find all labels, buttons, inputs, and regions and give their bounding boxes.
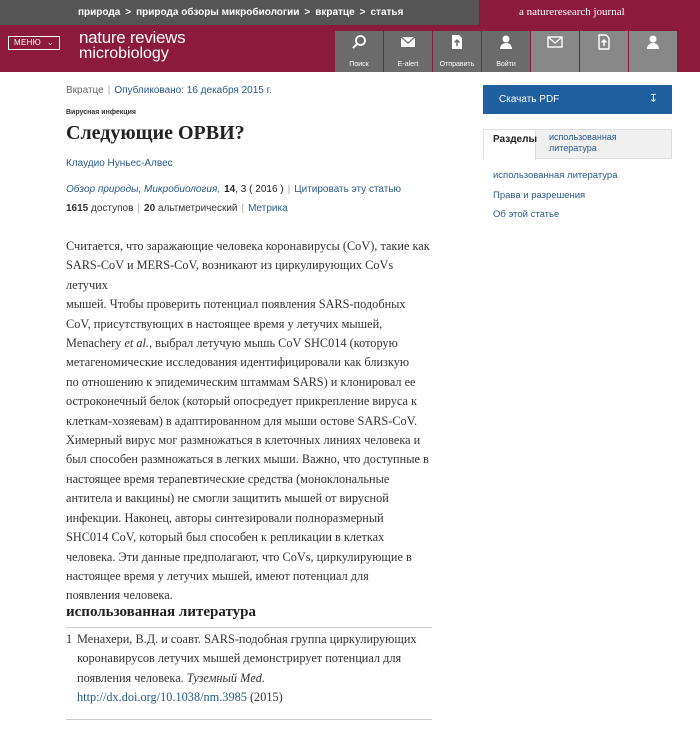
divider: | [137, 203, 141, 214]
breadcrumb-item-article: статья [370, 7, 404, 18]
search-icon [335, 31, 383, 55]
breadcrumb [78, 0, 403, 25]
article-section: Вкратце [66, 85, 104, 96]
logo-line2: microbiology [79, 45, 169, 62]
divider: | [241, 203, 245, 214]
envelope-icon [384, 31, 432, 55]
abstract-line: клеткам-хозяевам) в адаптированном для мыши остове SARS-CoV. [66, 413, 418, 428]
reference-journal: Туземный Med. [186, 670, 266, 685]
issue: , 3 ( 2016 ) [235, 184, 284, 195]
article-metrics [66, 203, 288, 214]
download-icon: ↧ [648, 93, 658, 105]
references-heading: использованная литература [66, 604, 432, 628]
upload-icon [433, 31, 481, 55]
abstract-line: настоящее время терапевтические средства (моноклональные [66, 471, 390, 486]
divider [66, 719, 432, 720]
login-button[interactable] [482, 31, 530, 72]
submit-button[interactable] [433, 31, 481, 72]
submit-label: Отправить [439, 61, 475, 68]
journal-logo[interactable] [79, 30, 185, 62]
abstract-line: появления человека. [66, 588, 173, 603]
breadcrumb-item-nature[interactable]: природа [78, 7, 121, 18]
abstract-line: настоящее время у летучих мышей, имеют потенциал для [66, 568, 369, 583]
divider: | [287, 184, 291, 195]
abstract-line: SARS-CoV и MERS-CoV, возникают из циркулирующих CoVs летучих [66, 258, 394, 292]
search-label: Поиск [349, 61, 369, 68]
sidebar-tabs [483, 129, 672, 159]
reference-line [77, 669, 427, 688]
reference-line: Менахери, В.Д. и соавт. SARS-подобная группа циркулирующих [77, 632, 417, 646]
abstract-line: антитела и вакцины) не смогли защитить мышей от вирусной [66, 491, 389, 506]
email-alert-button[interactable] [531, 31, 579, 72]
envelope-icon [531, 31, 579, 55]
abstract-line: мышей. Чтобы проверить потенциал появления SARS-подобных [66, 297, 406, 312]
reference-doi-link[interactable]: http://dx.doi.org/10.1038/nm.3985 [77, 690, 247, 705]
abstract-line: был способен размножаться в легких мыши. Важно, что доступные в [66, 452, 429, 467]
divider: | [107, 85, 111, 96]
sidebar-link-references[interactable]: использованная литература [493, 170, 618, 181]
abstract-line: SHC014 CoV, который был способен к репликации в клетках [66, 530, 385, 545]
abstract-line: остроконечный белок (который опосредует прикрепление вируса к [66, 394, 418, 409]
breadcrumb-separator: > [125, 7, 132, 18]
reference-line [77, 688, 427, 707]
search-button[interactable] [335, 31, 383, 72]
reference-year: (2015) [246, 690, 283, 705]
altmetric-label[interactable]: альтметрический [157, 203, 238, 214]
sidebar-link-about[interactable]: Об этой статье [493, 209, 560, 220]
tab-references[interactable]: использованная литература [549, 132, 617, 153]
et-al-text: et al. [124, 336, 149, 351]
breadcrumb-separator: > [359, 7, 366, 18]
abstract-line: метагеномические исследования идентифицировали как близкую [66, 355, 410, 370]
user-icon [482, 31, 530, 55]
journal-tag[interactable]: a natureresearch journal [479, 0, 700, 25]
abstract-line: человека. Эти данные предполагают, что CoVs, циркулирующие в [66, 549, 412, 564]
abstract-line: CoV, присутствующих в настоящее время у летучих мышей, [66, 316, 383, 331]
header-actions [335, 31, 678, 72]
reference-text: появления человека. [77, 670, 187, 685]
user-icon [629, 31, 677, 55]
published-date: Опубликовано: 16 декабря 2015 г. [114, 85, 272, 96]
breadcrumb-separator: > [304, 7, 311, 18]
e-alert-label: E-alert [397, 61, 419, 68]
abstract [66, 237, 438, 606]
accesses-label: доступов [91, 203, 134, 214]
download-pdf-button[interactable] [483, 85, 672, 114]
login-label: Войти [496, 61, 516, 68]
menu-button[interactable] [8, 36, 60, 50]
share-button[interactable] [580, 31, 628, 72]
logo-line1: nature reviews [79, 28, 186, 47]
journal-name[interactable]: Обзор природы, Микробиология, [66, 184, 221, 195]
cite-article-link[interactable]: Цитировать эту статью [294, 184, 402, 195]
sidebar-link-rights[interactable]: Права и разрешения [493, 189, 586, 201]
metrics-link[interactable]: Метрика [248, 203, 288, 214]
abstract-line: Menachery et al., выбрал летучую мышь CoV SHC014 (которую [66, 336, 398, 351]
reference-line: коронавирусов летучих мышей демонстрирует потенциал для [77, 651, 402, 666]
altmetric-count: 20 [144, 203, 156, 214]
menu-label: МЕНЮ [14, 38, 42, 47]
author-link[interactable]: Клаудио Нуньес-Алвес [66, 158, 173, 169]
top-bar [0, 0, 700, 25]
tab-sections[interactable]: Разделы [484, 130, 536, 160]
account-button[interactable] [629, 31, 677, 72]
download-pdf-label: Скачать PDF [499, 94, 560, 105]
volume: 14 [224, 184, 236, 195]
breadcrumb-item-section[interactable]: вкратце [315, 7, 355, 18]
citation-line [66, 184, 401, 195]
abstract-line: Считается, что заражающие человека коронавирусы (CoV), такие как [66, 239, 430, 253]
reference-number: 1 [66, 632, 73, 646]
sidebar-links [493, 170, 618, 229]
breadcrumb-item-journal[interactable]: природа обзоры микробиологии [136, 7, 300, 18]
site-header [0, 25, 700, 72]
e-alert-button[interactable] [384, 31, 432, 72]
accesses-count: 1615 [66, 203, 89, 214]
article-subject[interactable]: Вирусная инфекция [66, 109, 136, 116]
reference-item [77, 630, 427, 708]
abstract-line: Химерный вирус мог размножаться в клеточных линиях человека и [66, 433, 421, 448]
upload-icon [580, 31, 628, 55]
chevron-down-icon: ⌄ [46, 38, 54, 47]
abstract-line: инфекции. Наконец, авторы синтезировали полноразмерный [66, 510, 384, 525]
article-meta [66, 85, 272, 96]
page-title: Следующие ОРВИ? [66, 122, 245, 144]
abstract-line: по отношению к эпидемическим штаммам SARS) и клонировал ее [66, 374, 416, 389]
